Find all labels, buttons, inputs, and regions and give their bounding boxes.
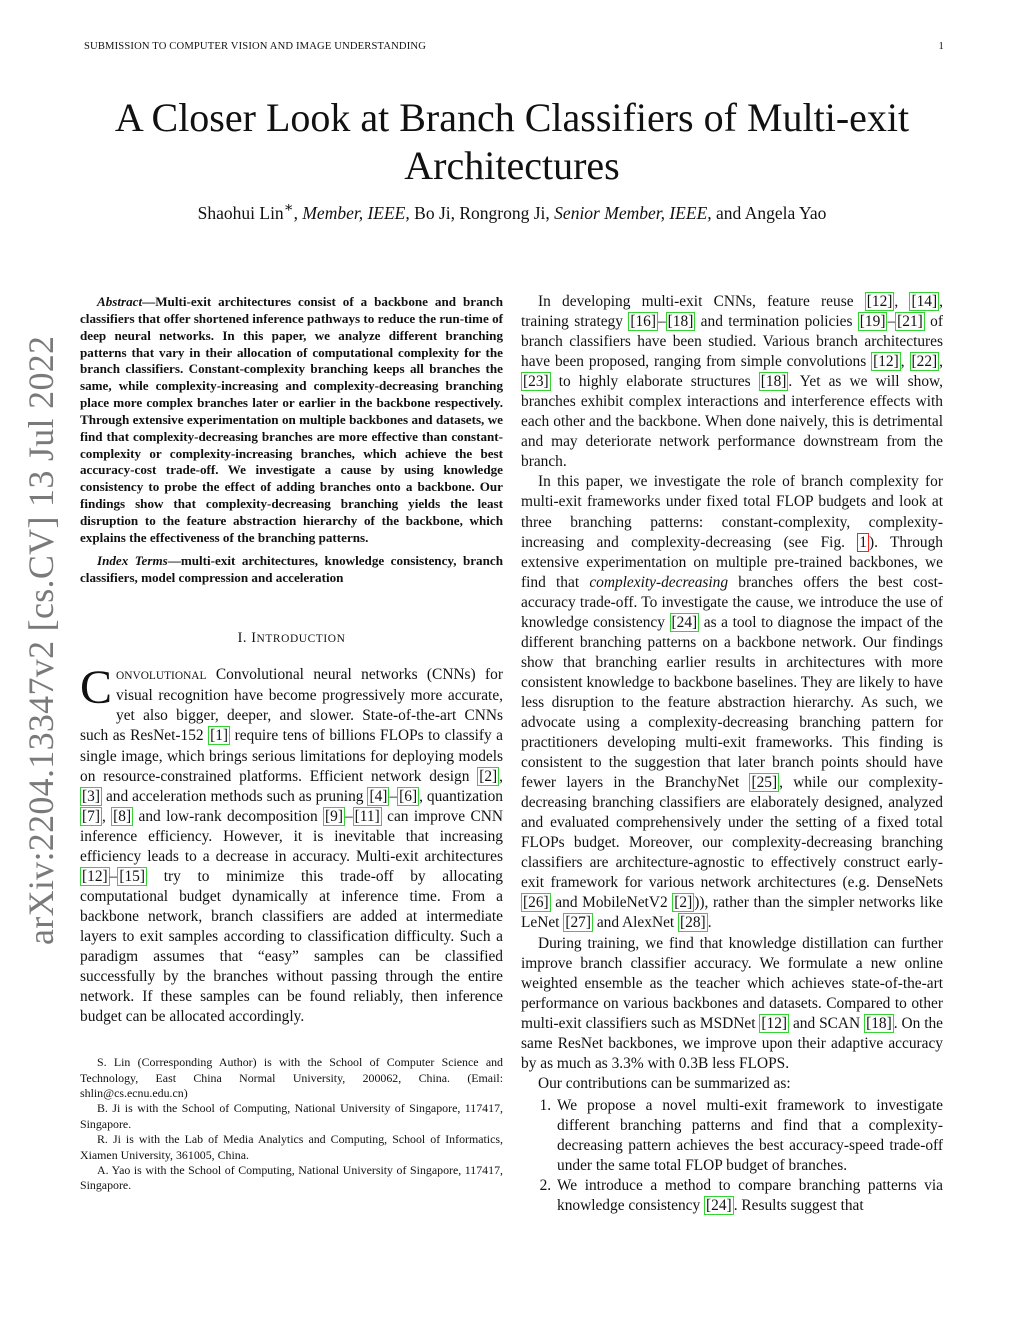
section-first-letter: I (251, 630, 257, 647)
text-run: can improve CNN inference efficiency. However, it is inevitable that increasing efficiency leads to a decrease in accuracy. Multi-exit architectures (80, 807, 503, 865)
abstract-label: Abstract (97, 294, 143, 309)
text-run: require tens of billions FLOPs to classify a single image, which brings serious limitations for deploying models on resource-constrained platforms. Efficient network design (80, 727, 504, 785)
text-run: to highly elaborate structures (550, 373, 759, 391)
text-run: , while our complexity-decreasing branching classifiers are elaborately designed, analyzed and evaluated comprehensively under the setting of a fixed total FLOPs budget. Moreover, our complexity-decreasing branching classifiers are architecture-agnostic to effectively construct early-exit framework for various network architectures (e.g. DenseNets (521, 774, 944, 892)
intro-paragraph (80, 661, 504, 1027)
running-title: SUBMISSION TO COMPUTER VISION AND IMAGE UNDERSTANDING (84, 41, 427, 52)
citation-link[interactable]: [12] (866, 293, 893, 310)
citation-link[interactable]: [27] (565, 914, 591, 932)
text-run: and acceleration methods such as pruning (101, 787, 368, 805)
text-run: and SCAN (789, 1014, 865, 1032)
author-lin: Shaohui Lin (197, 202, 284, 223)
text-run: – (389, 787, 398, 805)
text-run: try to minimize this trade-off by allocating computational budget dynamically at inference time. From a backbone network, branch classifiers are added at intermediate layers to exit samples according to classification difficulty. Such a paradigm assumes that “easy” samples can be classified successfully by the branches without passing through the entire network. If these samples can be found reliably, then inference budget can be allocated accordingly. (80, 867, 503, 1026)
text-run: We introduce a method to compare branching patterns via knowledge consistency (557, 1177, 943, 1215)
footnote-ji-rongrong: R. Ji is with the Lab of Media Analytics and Computing, School of Informatics, Xiamen University, 361005, China. (80, 1132, 503, 1162)
section-rest: NTRODUCTION (256, 633, 346, 646)
footnote-lin: S. Lin (Corresponding Author) is with the School of Computer Science and Technology, East China Normal University, 200062, China. (Email: shlin@cs.ecnu.edu.cn) (80, 1055, 503, 1100)
text-run: as a tool to diagnose the impact of the different branching patterns on a backbone network. Our findings show that branching earlier results in architectures with more consistent knowledge to backbone baselines. They are likely to have less disruption to the feature abstraction hierarchy. As such, we advocate using a complexity-decreasing branching pattern for practitioners developing multi-exit frameworks. This finding is consistent to the suggestion that later branch points should have fewer layers in the BranchyNet (521, 613, 944, 792)
citation-link[interactable]: [19] (859, 313, 886, 331)
right-paragraph-3 (521, 934, 943, 1074)
text-run: . Yet as we will show, branches exhibit complex interactions and interference effects with each other and the backbone. When done naively, this is detrimental and may deteriorate network performance downstream from the branch. (521, 373, 943, 471)
author-sep: , (293, 202, 303, 223)
running-head (84, 41, 944, 52)
author-role-member: Member, IEEE, (302, 202, 410, 223)
text-run: branches offers the best cost-accuracy trade-off. To investigate the cause, we introduce the use of knowledge consistency (521, 573, 943, 631)
abstract-text: —Multi-exit architectures consist of a backbone and branch classifiers that offer shortened inference pathways to reduce the run-time of deep neural networks. In this paper, we analyze different branching patterns that vary in their allocation of computational complexity for the branch classifiers. Constant-complexity branching keeps all branches the same, while complexity-increasing and complexity-decreasing branching place more complex branches later or earlier in the backbone respectively. Through extensive experimentation on multiple backbones and datasets, we find that complexity-decreasing branches are more effective than constant-complexity or complexity-increasing branches, which achieve the best accuracy-cost trade-off. We investigate a cause by using knowledge consistency to probe the effect of adding branches onto a backbone. Our findings show that complexity-decreasing branching yields the least disruption to the feature abstraction hierarchy of the backbone, which explains the effectiveness of the branching patterns. (80, 294, 503, 545)
text-run: . (707, 914, 712, 932)
citation-link[interactable]: [16] (630, 313, 656, 331)
citation-link[interactable]: [2] (479, 767, 498, 785)
page-number: 1 (938, 41, 944, 52)
citation-link[interactable]: [24] (671, 613, 698, 631)
citation-link[interactable]: [6] (399, 787, 418, 805)
contribution-item: 1. We propose a novel multi-exit framework to investigate different branching patterns and find that a complexity-decreasing pattern achieves the best accuracy-speed trade-off under the same total FLOP budget of branches. (555, 1096, 943, 1176)
text-run: and AlexNet (592, 914, 679, 932)
text-run: , quantization (419, 787, 503, 805)
index-terms (80, 553, 503, 587)
text-run: , (499, 767, 503, 785)
citation-link[interactable]: [12] (873, 353, 899, 371)
citation-link[interactable]: [18] (760, 373, 787, 391)
contributions-list (521, 1096, 943, 1216)
text-run: During training, we find that knowledge distillation can further improve branch classifier accuracy. We formulate a new online weighted ensemble as the teacher which achieves state-of-the-art performance on various backbones and datasets. Compared to other multi-exit classifiers such as MSDNet (521, 934, 943, 1032)
right-paragraph-2 (521, 472, 943, 933)
section-heading-introduction (80, 630, 503, 647)
text-run: In developing multi-exit CNNs, feature reuse (538, 293, 865, 310)
text-run: )), rather than the simpler networks like LeNet (521, 894, 943, 932)
right-paragraph-1 (521, 292, 943, 472)
citation-link[interactable]: [4] (369, 787, 388, 805)
right-paragraph-4: Our contributions can be summarized as: (538, 1074, 791, 1092)
contribution-item (555, 1176, 943, 1216)
paper-title: A Closer Look at Branch Classifiers of Multi-exit Architectures (114, 95, 910, 188)
text-run: of branch classifiers have been studied. Various branch architectures have been proposed, ranging from simple convolutions (521, 313, 943, 371)
citation-link[interactable]: [1] (210, 727, 229, 745)
text-run: , (894, 293, 910, 310)
text-run: . On the same ResNet backbones, we improve upon their adaptive accuracy by as much as 3.3% with 0.3B less FLOPS. (521, 1014, 944, 1072)
citation-link[interactable]: [12] (82, 867, 108, 885)
text-run: – (344, 807, 353, 825)
index-terms-label: Index Terms (97, 552, 168, 568)
text-run: – (887, 313, 896, 331)
text-run: . Results suggest that (733, 1197, 864, 1215)
author-names-middle: Bo Ji, Rongrong Ji, (409, 202, 555, 223)
citation-link[interactable]: [18] (667, 313, 694, 331)
emphasis: complexity-decreasing (589, 573, 729, 591)
text-run: , (939, 353, 944, 371)
corresponding-mark: ∗ (283, 200, 294, 216)
text-run: and low-rank decomposition (133, 807, 324, 825)
text-run: and MobileNetV2 (550, 894, 673, 912)
footnote-ji-bo: B. Ji is with the School of Computing, National University of Singapore, 117417, Singapore. (80, 1101, 503, 1131)
text-run: In this paper, we investigate the role of branch complexity for multi-exit frameworks under fixed total FLOP budgets and look at three branching patterns: constant-complexity, complexity-increasing and complexity-decreasing (see Fig. (521, 473, 943, 551)
citation-link[interactable]: [15] (119, 867, 146, 885)
citation-link[interactable]: [3] (82, 787, 100, 805)
section-numeral: I. (237, 630, 252, 647)
citation-link[interactable]: [26] (523, 894, 549, 912)
citation-link[interactable]: [2] (674, 894, 693, 912)
text-run: ). Through extensive experimentation on multiple pre-trained backbones, we find that (521, 533, 943, 591)
citation-link[interactable]: [11] (354, 807, 380, 825)
citation-link[interactable]: [28] (680, 914, 706, 932)
text-run: – (109, 867, 118, 885)
arxiv-stamp: arXiv:2204.13347v2 [cs.CV] 13 Jul 2022 (21, 335, 61, 945)
citation-link[interactable]: [21] (897, 313, 923, 331)
citation-link[interactable]: [14] (911, 293, 938, 310)
footnote-yao: A. Yao is with the School of Computing, National University of Singapore, 117417, Singapore. (80, 1163, 503, 1193)
lead-word: ONVOLUTIONAL (116, 670, 207, 683)
author-line (60, 199, 964, 224)
text-run: and termination policies (695, 313, 858, 331)
text-run: , (900, 353, 910, 371)
text-run: – (657, 313, 666, 331)
citation-link[interactable]: [7] (82, 807, 100, 825)
citation-link[interactable]: [18] (866, 1014, 892, 1032)
figure-ref-link[interactable]: 1 (859, 533, 867, 551)
footnotes (80, 1055, 503, 1194)
citation-link[interactable]: [9] (325, 807, 343, 825)
citation-link[interactable]: [25] (751, 774, 778, 792)
index-terms-text: —multi-exit architectures, knowledge consistency, branch classifiers, model compression and acceleration (80, 552, 503, 585)
citation-link[interactable]: [8] (113, 807, 132, 825)
citation-link[interactable]: [12] (761, 1014, 788, 1032)
abstract (80, 294, 503, 547)
author-role-senior: Senior Member, IEEE, (554, 202, 712, 223)
text-run: , training strategy (521, 293, 943, 331)
citation-link[interactable]: [22] (911, 353, 938, 371)
left-column (80, 294, 503, 1194)
citation-link[interactable]: [24] (706, 1197, 732, 1215)
citation-link[interactable]: [23] (523, 373, 549, 391)
right-column (521, 292, 943, 1216)
author-names-tail: and Angela Yao (711, 202, 827, 223)
dropcap: C (80, 661, 113, 715)
text-run: Convolutional neural networks (CNNs) for visual recognition have become progressively more accurate, yet also bigger, deeper, and slower. State-of-the-art CNNs such as ResNet-152 (80, 666, 503, 745)
text-run: , (101, 807, 112, 825)
